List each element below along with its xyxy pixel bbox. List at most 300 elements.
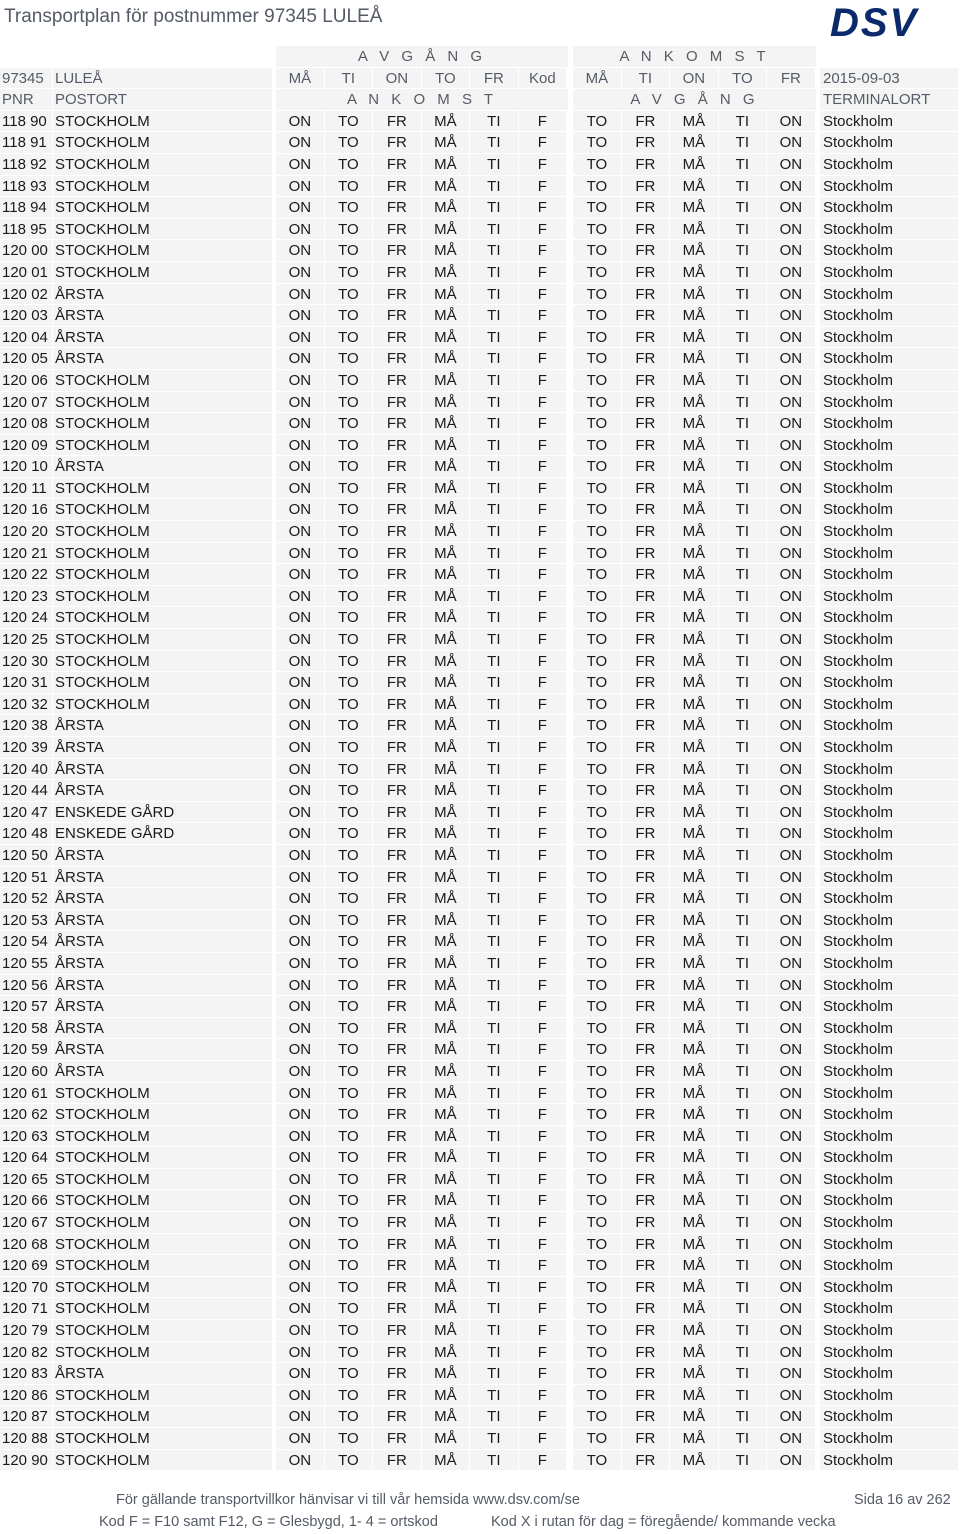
- row-pnr: 120 51: [0, 867, 52, 888]
- row-day-cell: FR: [622, 1406, 670, 1427]
- row-day-cell: F: [519, 456, 567, 477]
- row-day-cell: FR: [622, 111, 670, 132]
- row-day-cell: TO: [573, 1190, 621, 1211]
- row-terminalort: Stockholm: [820, 197, 958, 218]
- row-pnr: 120 61: [0, 1083, 52, 1104]
- row-day-cell: MÅ: [422, 435, 470, 456]
- row-day-cell: TI: [470, 1363, 518, 1384]
- row-day-cell: F: [519, 1018, 567, 1039]
- row-day-cell: ON: [767, 240, 815, 261]
- row-terminalort: Stockholm: [820, 1342, 958, 1363]
- postort-header: POSTORT: [53, 89, 272, 110]
- row-day-cell: MÅ: [422, 1190, 470, 1211]
- row-postort: STOCKHOLM: [53, 1277, 272, 1298]
- row-day-cell: ON: [276, 802, 324, 823]
- plan-date: 2015-09-03: [820, 68, 958, 89]
- row-day-cell: TO: [325, 1212, 373, 1233]
- row-day-cell: TI: [470, 132, 518, 153]
- row-pnr: 120 06: [0, 370, 52, 391]
- row-day-cell: MÅ: [670, 1342, 718, 1363]
- row-terminalort: Stockholm: [820, 823, 958, 844]
- row-day-cell: TI: [470, 543, 518, 564]
- row-day-cell: FR: [622, 651, 670, 672]
- row-pnr: 120 56: [0, 975, 52, 996]
- row-day-cell: MÅ: [670, 737, 718, 758]
- row-pnr: 120 66: [0, 1190, 52, 1211]
- row-day-cell: TI: [719, 176, 767, 197]
- row-day-cell: ON: [276, 715, 324, 736]
- row-day-cell: TO: [325, 607, 373, 628]
- row-day-cell: MÅ: [670, 1450, 718, 1471]
- avgang-day-header: TO: [422, 68, 470, 89]
- row-day-cell: MÅ: [670, 586, 718, 607]
- row-day-cell: FR: [373, 111, 421, 132]
- row-terminalort: Stockholm: [820, 1212, 958, 1233]
- row-day-cell: F: [519, 1169, 567, 1190]
- row-day-cell: ON: [276, 1428, 324, 1449]
- row-postort: STOCKHOLM: [53, 1385, 272, 1406]
- row-day-cell: TI: [719, 262, 767, 283]
- row-day-cell: TI: [719, 1363, 767, 1384]
- row-terminalort: Stockholm: [820, 413, 958, 434]
- row-day-cell: FR: [622, 845, 670, 866]
- row-day-cell: MÅ: [422, 240, 470, 261]
- row-day-cell: TO: [573, 780, 621, 801]
- row-day-cell: TO: [325, 1406, 373, 1427]
- row-day-cell: FR: [373, 456, 421, 477]
- row-postort: ÅRSTA: [53, 759, 272, 780]
- row-day-cell: TO: [325, 1169, 373, 1190]
- row-day-cell: TO: [573, 521, 621, 542]
- row-pnr: 118 95: [0, 219, 52, 240]
- row-day-cell: MÅ: [422, 284, 470, 305]
- row-day-cell: TI: [719, 1169, 767, 1190]
- row-day-cell: ON: [276, 327, 324, 348]
- row-day-cell: F: [519, 327, 567, 348]
- row-postort: ENSKEDE GÅRD: [53, 802, 272, 823]
- row-day-cell: ON: [276, 478, 324, 499]
- row-day-cell: FR: [373, 867, 421, 888]
- row-pnr: 120 67: [0, 1212, 52, 1233]
- row-day-cell: ON: [767, 1277, 815, 1298]
- row-day-cell: MÅ: [670, 1147, 718, 1168]
- row-day-cell: TO: [573, 1320, 621, 1341]
- row-day-cell: MÅ: [670, 759, 718, 780]
- row-day-cell: F: [519, 672, 567, 693]
- row-day-cell: TO: [573, 1104, 621, 1125]
- row-day-cell: FR: [622, 672, 670, 693]
- row-day-cell: TO: [573, 715, 621, 736]
- row-day-cell: ON: [276, 996, 324, 1017]
- row-day-cell: ON: [276, 1147, 324, 1168]
- row-day-cell: F: [519, 1212, 567, 1233]
- footer-page-number: Sida 16 av 262: [854, 1492, 951, 1508]
- row-terminalort: Stockholm: [820, 1234, 958, 1255]
- row-day-cell: FR: [373, 1255, 421, 1276]
- row-day-cell: MÅ: [422, 305, 470, 326]
- row-day-cell: ON: [276, 953, 324, 974]
- row-day-cell: MÅ: [422, 111, 470, 132]
- row-day-cell: TO: [325, 413, 373, 434]
- row-day-cell: TO: [573, 240, 621, 261]
- row-day-cell: MÅ: [670, 715, 718, 736]
- row-day-cell: MÅ: [670, 219, 718, 240]
- row-day-cell: MÅ: [422, 1083, 470, 1104]
- row-terminalort: Stockholm: [820, 262, 958, 283]
- row-day-cell: TO: [573, 154, 621, 175]
- row-pnr: 120 50: [0, 845, 52, 866]
- row-day-cell: TO: [325, 1039, 373, 1060]
- row-day-cell: TI: [470, 1212, 518, 1233]
- row-day-cell: TO: [325, 284, 373, 305]
- row-day-cell: MÅ: [670, 284, 718, 305]
- row-day-cell: TO: [573, 1428, 621, 1449]
- row-day-cell: F: [519, 715, 567, 736]
- dsv-logo: [828, 2, 950, 47]
- row-postort: STOCKHOLM: [53, 1126, 272, 1147]
- row-day-cell: FR: [373, 413, 421, 434]
- row-day-cell: MÅ: [670, 1126, 718, 1147]
- row-day-cell: FR: [622, 284, 670, 305]
- row-day-cell: FR: [622, 931, 670, 952]
- row-day-cell: TO: [573, 953, 621, 974]
- row-day-cell: MÅ: [422, 1298, 470, 1319]
- row-day-cell: TO: [325, 435, 373, 456]
- row-day-cell: TO: [325, 1190, 373, 1211]
- row-day-cell: MÅ: [422, 1385, 470, 1406]
- row-day-cell: F: [519, 1450, 567, 1471]
- row-day-cell: FR: [373, 262, 421, 283]
- row-postort: STOCKHOLM: [53, 651, 272, 672]
- row-day-cell: TO: [325, 802, 373, 823]
- row-postort: STOCKHOLM: [53, 111, 272, 132]
- row-day-cell: FR: [622, 392, 670, 413]
- row-terminalort: Stockholm: [820, 521, 958, 542]
- row-day-cell: ON: [276, 240, 324, 261]
- row-day-cell: TO: [325, 953, 373, 974]
- row-day-cell: ON: [767, 1083, 815, 1104]
- row-day-cell: FR: [622, 1363, 670, 1384]
- row-day-cell: ON: [276, 154, 324, 175]
- row-pnr: 120 16: [0, 499, 52, 520]
- row-day-cell: FR: [622, 737, 670, 758]
- row-day-cell: FR: [373, 931, 421, 952]
- row-postort: ÅRSTA: [53, 996, 272, 1017]
- row-day-cell: FR: [373, 845, 421, 866]
- row-day-cell: MÅ: [422, 1169, 470, 1190]
- row-day-cell: TO: [325, 629, 373, 650]
- row-day-cell: FR: [373, 586, 421, 607]
- row-day-cell: TI: [719, 759, 767, 780]
- row-day-cell: MÅ: [422, 586, 470, 607]
- row-day-cell: F: [519, 802, 567, 823]
- row-day-cell: TO: [573, 694, 621, 715]
- row-day-cell: FR: [622, 219, 670, 240]
- row-day-cell: MÅ: [670, 1234, 718, 1255]
- row-day-cell: TI: [719, 111, 767, 132]
- row-day-cell: ON: [767, 392, 815, 413]
- row-day-cell: TO: [573, 1450, 621, 1471]
- row-day-cell: TI: [470, 867, 518, 888]
- row-pnr: 120 83: [0, 1363, 52, 1384]
- row-day-cell: MÅ: [670, 370, 718, 391]
- row-terminalort: Stockholm: [820, 1039, 958, 1060]
- row-day-cell: TI: [719, 456, 767, 477]
- row-day-cell: TO: [573, 1147, 621, 1168]
- row-day-cell: FR: [373, 392, 421, 413]
- row-day-cell: ON: [767, 327, 815, 348]
- row-pnr: 120 62: [0, 1104, 52, 1125]
- row-day-cell: ON: [767, 651, 815, 672]
- row-day-cell: FR: [373, 1320, 421, 1341]
- row-day-cell: TO: [573, 176, 621, 197]
- row-day-cell: F: [519, 111, 567, 132]
- row-postort: STOCKHOLM: [53, 392, 272, 413]
- row-day-cell: FR: [373, 327, 421, 348]
- row-day-cell: ON: [276, 586, 324, 607]
- row-day-cell: TI: [470, 370, 518, 391]
- row-day-cell: TI: [470, 1234, 518, 1255]
- row-day-cell: FR: [622, 1126, 670, 1147]
- row-postort: STOCKHOLM: [53, 1190, 272, 1211]
- row-day-cell: FR: [373, 1406, 421, 1427]
- row-day-cell: TO: [325, 1363, 373, 1384]
- row-day-cell: ON: [276, 348, 324, 369]
- row-day-cell: FR: [373, 348, 421, 369]
- row-postort: ÅRSTA: [53, 1061, 272, 1082]
- row-day-cell: TO: [573, 1212, 621, 1233]
- row-day-cell: ON: [276, 435, 324, 456]
- row-day-cell: MÅ: [422, 456, 470, 477]
- row-day-cell: FR: [622, 759, 670, 780]
- row-day-cell: TI: [719, 1320, 767, 1341]
- row-day-cell: TO: [573, 284, 621, 305]
- row-postort: STOCKHOLM: [53, 1234, 272, 1255]
- row-day-cell: MÅ: [422, 1363, 470, 1384]
- row-day-cell: ON: [767, 1212, 815, 1233]
- row-day-cell: FR: [622, 370, 670, 391]
- row-terminalort: Stockholm: [820, 586, 958, 607]
- row-day-cell: TI: [470, 694, 518, 715]
- row-day-cell: MÅ: [422, 845, 470, 866]
- row-day-cell: TO: [573, 1385, 621, 1406]
- row-terminalort: Stockholm: [820, 759, 958, 780]
- row-pnr: 118 94: [0, 197, 52, 218]
- row-terminalort: Stockholm: [820, 629, 958, 650]
- row-day-cell: ON: [767, 1234, 815, 1255]
- row-terminalort: Stockholm: [820, 651, 958, 672]
- row-day-cell: TO: [573, 867, 621, 888]
- row-day-cell: FR: [622, 1190, 670, 1211]
- row-terminalort: Stockholm: [820, 910, 958, 931]
- row-terminalort: Stockholm: [820, 1428, 958, 1449]
- row-day-cell: ON: [276, 176, 324, 197]
- row-day-cell: F: [519, 1428, 567, 1449]
- row-pnr: 120 48: [0, 823, 52, 844]
- row-terminalort: Stockholm: [820, 694, 958, 715]
- row-postort: STOCKHOLM: [53, 1298, 272, 1319]
- ankomst-day-header: TO: [719, 68, 767, 89]
- row-terminalort: Stockholm: [820, 845, 958, 866]
- row-day-cell: FR: [373, 1061, 421, 1082]
- row-day-cell: MÅ: [422, 1255, 470, 1276]
- row-day-cell: TI: [470, 499, 518, 520]
- row-day-cell: FR: [373, 1083, 421, 1104]
- row-day-cell: ON: [767, 219, 815, 240]
- row-day-cell: MÅ: [422, 759, 470, 780]
- row-day-cell: TO: [325, 672, 373, 693]
- row-day-cell: F: [519, 996, 567, 1017]
- row-day-cell: TI: [470, 1428, 518, 1449]
- row-day-cell: TI: [470, 888, 518, 909]
- row-day-cell: ON: [767, 823, 815, 844]
- row-day-cell: TI: [470, 392, 518, 413]
- row-postort: STOCKHOLM: [53, 607, 272, 628]
- row-pnr: 120 55: [0, 953, 52, 974]
- row-day-cell: ON: [276, 132, 324, 153]
- row-day-cell: FR: [373, 132, 421, 153]
- row-day-cell: TI: [470, 197, 518, 218]
- row-day-cell: FR: [622, 996, 670, 1017]
- row-day-cell: TO: [573, 499, 621, 520]
- row-day-cell: FR: [622, 305, 670, 326]
- row-day-cell: TI: [719, 219, 767, 240]
- row-pnr: 120 54: [0, 931, 52, 952]
- row-day-cell: TI: [719, 607, 767, 628]
- row-pnr: 120 00: [0, 240, 52, 261]
- row-pnr: 120 03: [0, 305, 52, 326]
- row-terminalort: Stockholm: [820, 1277, 958, 1298]
- row-terminalort: Stockholm: [820, 1450, 958, 1471]
- row-day-cell: ON: [767, 867, 815, 888]
- row-day-cell: FR: [622, 1450, 670, 1471]
- row-day-cell: TO: [573, 1039, 621, 1060]
- row-day-cell: ON: [767, 715, 815, 736]
- row-day-cell: TO: [573, 1277, 621, 1298]
- row-day-cell: TO: [325, 651, 373, 672]
- row-day-cell: TI: [719, 435, 767, 456]
- row-postort: ÅRSTA: [53, 845, 272, 866]
- row-pnr: 120 40: [0, 759, 52, 780]
- row-day-cell: TI: [719, 953, 767, 974]
- row-day-cell: TO: [573, 111, 621, 132]
- row-pnr: 120 02: [0, 284, 52, 305]
- row-day-cell: TI: [470, 629, 518, 650]
- row-day-cell: F: [519, 694, 567, 715]
- row-postort: STOCKHOLM: [53, 219, 272, 240]
- row-postort: ÅRSTA: [53, 305, 272, 326]
- row-day-cell: F: [519, 607, 567, 628]
- row-day-cell: F: [519, 132, 567, 153]
- row-terminalort: Stockholm: [820, 564, 958, 585]
- row-day-cell: FR: [373, 910, 421, 931]
- row-day-cell: MÅ: [670, 651, 718, 672]
- row-postort: STOCKHOLM: [53, 176, 272, 197]
- row-day-cell: F: [519, 370, 567, 391]
- row-day-cell: FR: [373, 478, 421, 499]
- row-pnr: 118 92: [0, 154, 52, 175]
- row-day-cell: TI: [719, 910, 767, 931]
- row-day-cell: TI: [719, 413, 767, 434]
- row-day-cell: TI: [470, 1018, 518, 1039]
- row-day-cell: FR: [373, 1342, 421, 1363]
- row-pnr: 120 08: [0, 413, 52, 434]
- row-day-cell: TO: [325, 305, 373, 326]
- row-day-cell: TO: [325, 931, 373, 952]
- row-day-cell: FR: [373, 651, 421, 672]
- row-day-cell: FR: [622, 240, 670, 261]
- row-day-cell: TO: [325, 975, 373, 996]
- row-day-cell: TO: [573, 607, 621, 628]
- row-postort: STOCKHOLM: [53, 1083, 272, 1104]
- row-day-cell: MÅ: [422, 953, 470, 974]
- row-day-cell: F: [519, 1363, 567, 1384]
- row-day-cell: MÅ: [422, 694, 470, 715]
- row-day-cell: ON: [276, 499, 324, 520]
- row-postort: STOCKHOLM: [53, 1147, 272, 1168]
- row-day-cell: TI: [470, 845, 518, 866]
- row-day-cell: FR: [622, 154, 670, 175]
- row-day-cell: ON: [767, 132, 815, 153]
- footer-code-legend: Kod F = F10 samt F12, G = Glesbygd, 1- 4 = ortskod: [99, 1514, 438, 1530]
- row-day-cell: MÅ: [670, 564, 718, 585]
- row-day-cell: TI: [470, 1450, 518, 1471]
- row-postort: ÅRSTA: [53, 867, 272, 888]
- row-postort: ÅRSTA: [53, 737, 272, 758]
- row-terminalort: Stockholm: [820, 348, 958, 369]
- row-day-cell: TI: [719, 132, 767, 153]
- row-day-cell: TO: [325, 1450, 373, 1471]
- row-day-cell: MÅ: [422, 413, 470, 434]
- row-day-cell: TI: [719, 715, 767, 736]
- row-day-cell: TI: [470, 975, 518, 996]
- row-day-cell: FR: [622, 780, 670, 801]
- row-day-cell: TI: [470, 759, 518, 780]
- row-pnr: 120 10: [0, 456, 52, 477]
- row-day-cell: TO: [325, 219, 373, 240]
- row-day-cell: TI: [719, 1234, 767, 1255]
- row-day-cell: FR: [622, 867, 670, 888]
- row-day-cell: MÅ: [670, 197, 718, 218]
- row-day-cell: F: [519, 867, 567, 888]
- row-day-cell: MÅ: [670, 1277, 718, 1298]
- row-day-cell: TI: [470, 521, 518, 542]
- row-day-cell: ON: [767, 672, 815, 693]
- row-day-cell: MÅ: [422, 996, 470, 1017]
- row-day-cell: TI: [470, 1083, 518, 1104]
- row-day-cell: TO: [325, 456, 373, 477]
- row-day-cell: ON: [276, 219, 324, 240]
- row-day-cell: MÅ: [670, 845, 718, 866]
- row-pnr: 120 86: [0, 1385, 52, 1406]
- row-terminalort: Stockholm: [820, 607, 958, 628]
- ankomst-group-label: A N K O M S T: [573, 46, 816, 67]
- row-day-cell: TO: [325, 1255, 373, 1276]
- row-day-cell: FR: [622, 802, 670, 823]
- row-day-cell: MÅ: [670, 456, 718, 477]
- row-day-cell: TO: [573, 672, 621, 693]
- row-postort: ÅRSTA: [53, 456, 272, 477]
- row-day-cell: MÅ: [422, 629, 470, 650]
- avgang-day-header: ON: [373, 68, 421, 89]
- row-day-cell: TI: [719, 348, 767, 369]
- row-day-cell: ON: [767, 1104, 815, 1125]
- row-pnr: 120 44: [0, 780, 52, 801]
- row-day-cell: MÅ: [670, 1039, 718, 1060]
- row-day-cell: ON: [767, 1363, 815, 1384]
- row-day-cell: F: [519, 1320, 567, 1341]
- row-day-cell: ON: [767, 1298, 815, 1319]
